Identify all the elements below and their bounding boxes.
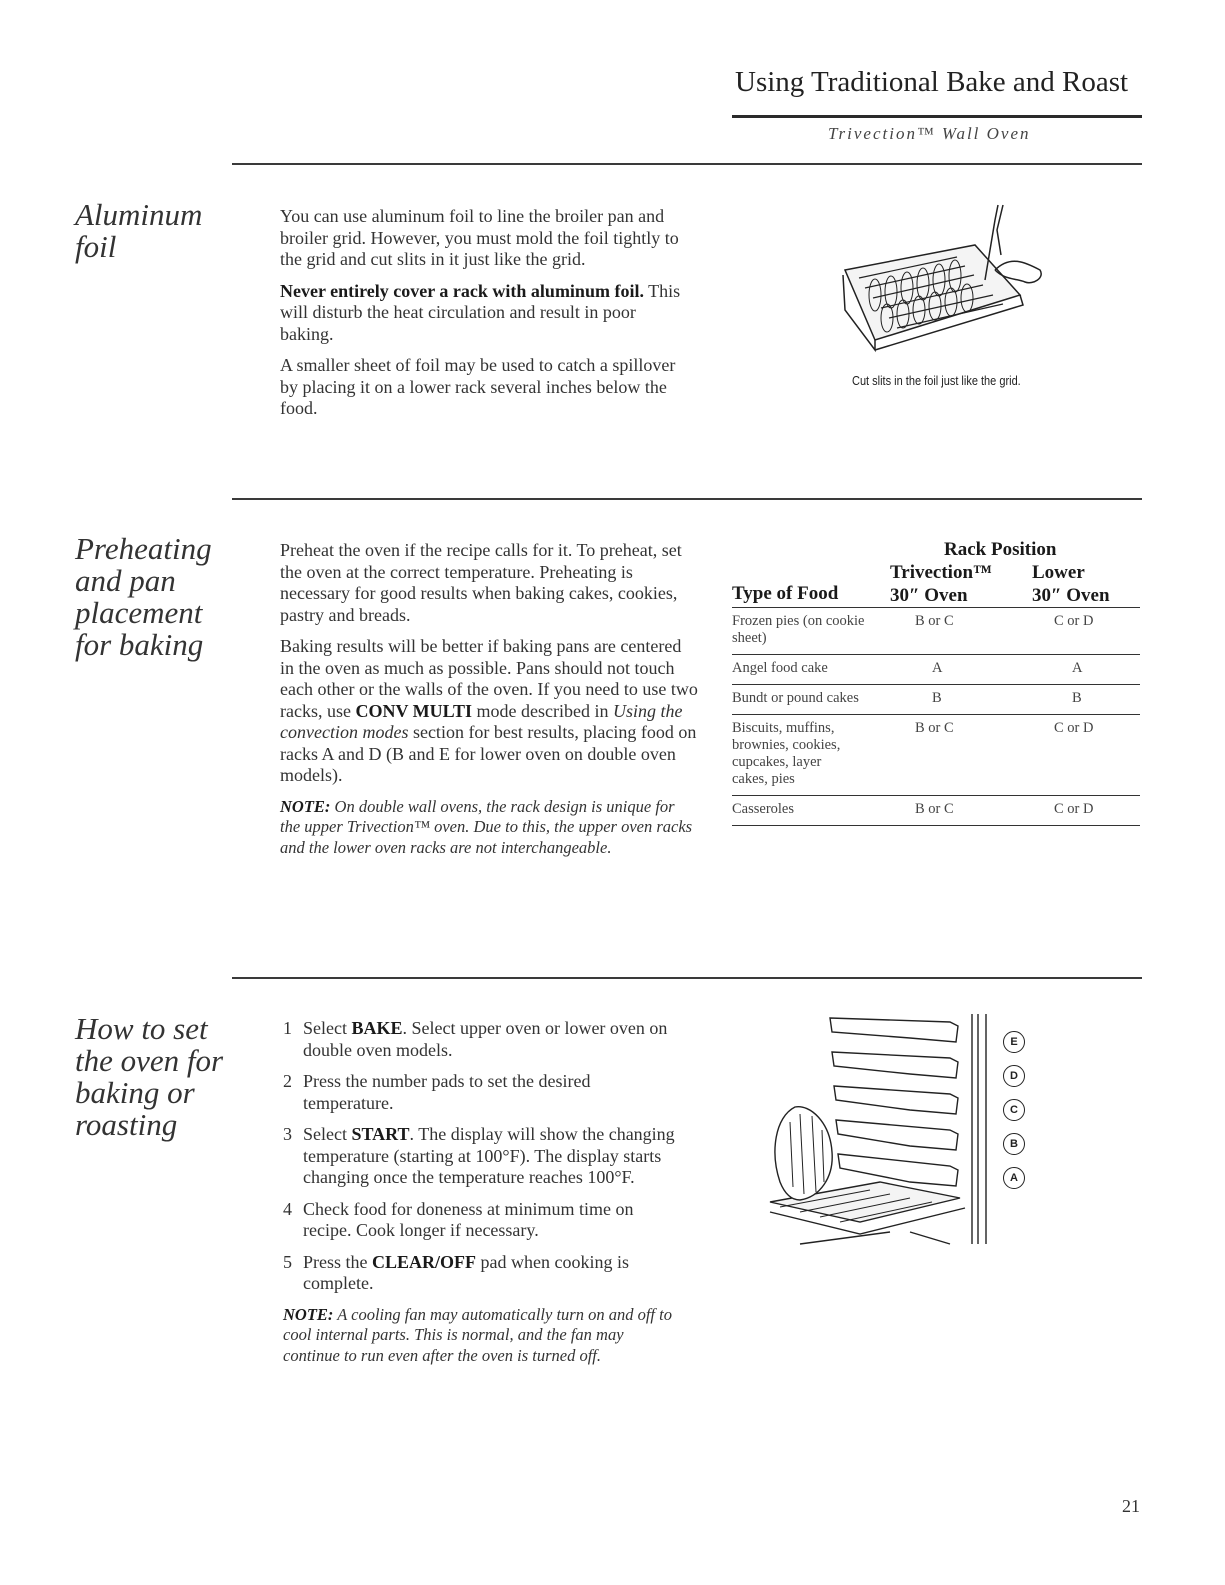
illustration-caption: Cut slits in the foil just like the grid. [852,374,1021,388]
step-item: 3 Select START. The display will show the changing temperature (starting at 100°F). The display starts changing once the temperature reaches 100°F. [283,1124,675,1187]
section-divider [232,977,1142,979]
page-number: 21 [1122,1496,1140,1516]
table-row: Frozen pies (on cookie sheet) B or C C or D [732,608,1140,655]
col-header-type-of-food: Type of Food [732,583,839,604]
section-heading-aluminum-foil: Aluminum foil [75,197,203,264]
page-header-title: Using Traditional Bake and Roast [735,66,1129,98]
rack-label-d: D [1003,1065,1025,1087]
steps-list [283,1018,683,1295]
foil-paragraph: You can use aluminum foil to line the broiler pan and broiler grid. However, you must mold the foil tightly to the grid and cut slits in it just like the grid. [280,206,679,269]
pan-placement-paragraph: Baking results will be better if baking pans are centered in the oven as much as possible. Pans should not touch each other or the walls of the oven. If you need to use two racks, use CONV MULTI mode described in Using the convection modes section for best results, placing food on racks A and D (B and E for lower oven on double oven models). [280,636,698,785]
rack-label-e: E [1003,1031,1025,1053]
table-row: Biscuits, muffins, brownies, cookies, cupcakes, layer cakes, pies B or C C or D [732,715,1140,796]
broiler-pan-foil-illustration [835,200,1055,360]
oven-rack-positions-illustration [760,1012,1000,1250]
table-group-header: Rack Position [944,539,1057,560]
table-row: Casseroles B or C C or D [732,796,1140,826]
rack-position-table [732,539,1140,826]
section-divider [232,163,1142,165]
header-rule [732,115,1142,118]
table-row: Bundt or pound cakes B B [732,685,1140,715]
table-row: Angel food cake A A [732,655,1140,685]
rack-label-a: A [1003,1167,1025,1189]
step-item: 4 Check food for doneness at minimum time on recipe. Cook longer if necessary. [283,1198,634,1240]
step-item: 1 Select BAKE. Select upper oven or lower oven on double oven models. [283,1018,668,1060]
page-header-subtitle: Trivection™ Wall Oven [828,124,1031,143]
rack-label-b: B [1003,1133,1025,1155]
how-to-set-body [283,1018,683,1376]
section-divider [232,498,1142,500]
rack-label-c: C [1003,1099,1025,1121]
foil-paragraph: A smaller sheet of foil may be used to catch a spillover by placing it on a lower rack several inches below the food. [280,355,676,418]
preheat-paragraph: Preheat the oven if the recipe calls for it. To preheat, set the oven at the correct temperature. Preheating is necessary for good results when baking cakes, cookies, pastry and breads. [280,540,682,625]
section-heading-preheating: Preheating and pan placement for baking [75,531,212,662]
aluminum-foil-body [280,206,690,430]
section-heading-how-to-set: How to set the oven for baking or roasting [75,1011,224,1142]
cooling-fan-note: NOTE: A cooling fan may automatically turn on and off to cool internal parts. This is normal, and the fan may continue to run even after the oven is turned off. [283,1304,672,1365]
preheat-note: NOTE: On double wall ovens, the rack design is unique for the upper Trivection™ oven. Due to this, the upper oven racks and the lower oven racks are not interchangeable. [280,796,693,857]
step-item: 5 Press the CLEAR/OFF pad when cooking is complete. [283,1251,629,1293]
col-header-lower: Lower 30″ Oven [1032,562,1110,606]
foil-warning-paragraph: Never entirely cover a rack with aluminum foil. This will disturb the heat circulation and result in poor baking. [280,280,681,344]
col-header-trivection: Trivection™ 30″ Oven [890,562,993,606]
preheating-body [280,540,698,868]
step-item: 2 Press the number pads to set the desired temperature. [283,1071,591,1113]
rack-label-list [1003,1031,1025,1189]
